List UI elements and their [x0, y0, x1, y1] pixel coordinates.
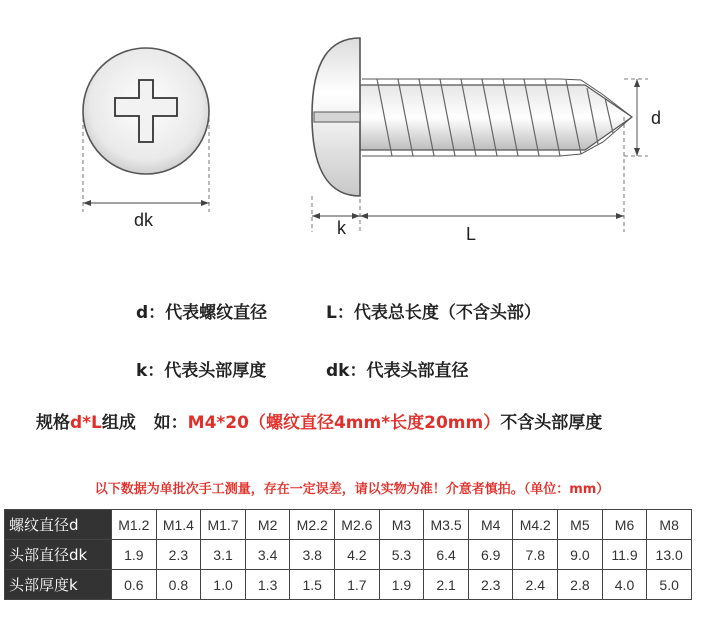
- row-header: 头部直径dk: [5, 540, 112, 570]
- table-cell: M3.5: [424, 510, 469, 540]
- table-cell: 1.9: [112, 540, 157, 570]
- table-cell: 4.2: [335, 540, 380, 570]
- legend-d: d：代表螺纹直径: [136, 303, 268, 323]
- row-header: 头部厚度k: [5, 570, 112, 600]
- table-cell: 5.0: [647, 570, 692, 600]
- spec-example-tail: 不含头部厚度: [500, 413, 603, 433]
- table-cell: 2.1: [424, 570, 469, 600]
- table-cell: 7.8: [513, 540, 558, 570]
- table-cell: 1.3: [245, 570, 290, 600]
- table-cell: 2.3: [468, 570, 513, 600]
- table-row: [5, 570, 692, 600]
- screw-head-top-view: [83, 48, 209, 174]
- table-cell: M3: [379, 510, 424, 540]
- label-k: k: [337, 218, 346, 238]
- table-cell: 5.3: [379, 540, 424, 570]
- screw-diagram: [0, 0, 704, 270]
- legend-L: L：代表总长度（不含头部）: [326, 303, 541, 323]
- table-row: [5, 540, 692, 570]
- spec-formula: d*L: [70, 413, 102, 433]
- table-cell: 9.0: [558, 540, 603, 570]
- table-cell: M2.6: [335, 510, 380, 540]
- table-cell: 4.0: [602, 570, 647, 600]
- table-cell: M2.2: [290, 510, 335, 540]
- measurement-notice: 以下数据为单批次手工测量，存在一定误差，请以实物为准！介意者慎拍。（单位：mm）: [94, 482, 610, 497]
- table-cell: 13.0: [647, 540, 692, 570]
- table-cell: 2.4: [513, 570, 558, 600]
- spec-example: [0, 408, 704, 433]
- table-cell: 1.9: [379, 570, 424, 600]
- table-cell: M4: [468, 510, 513, 540]
- legend-dk: dk：代表头部直径: [326, 361, 469, 381]
- table-cell: 0.8: [156, 570, 201, 600]
- table-cell: 1.7: [335, 570, 380, 600]
- table-row: [5, 510, 692, 540]
- spec-suffix: 组成 如：: [101, 413, 188, 433]
- table-cell: 3.1: [201, 540, 246, 570]
- table-cell: M4.2: [513, 510, 558, 540]
- spec-table: [4, 509, 692, 600]
- table-cell: 2.3: [156, 540, 201, 570]
- table-cell: 1.0: [201, 570, 246, 600]
- table-cell: 1.5: [290, 570, 335, 600]
- table-cell: M1.2: [112, 510, 157, 540]
- legend-k: k：代表头部厚度: [136, 361, 267, 381]
- label-dk: dk: [134, 210, 154, 230]
- spec-example-value: M4*20（螺纹直径4mm*长度20mm）: [187, 413, 501, 433]
- table-cell: M2: [245, 510, 290, 540]
- table-cell: 6.9: [468, 540, 513, 570]
- table-cell: 3.4: [245, 540, 290, 570]
- table-cell: M1.7: [201, 510, 246, 540]
- table-cell: M6: [602, 510, 647, 540]
- spec-prefix: 规格: [36, 413, 70, 433]
- table-cell: 11.9: [602, 540, 647, 570]
- table-cell: M1.4: [156, 510, 201, 540]
- table-cell: 6.4: [424, 540, 469, 570]
- label-d: d: [651, 108, 662, 128]
- table-cell: M8: [647, 510, 692, 540]
- table-cell: 3.8: [290, 540, 335, 570]
- table-cell: 0.6: [112, 570, 157, 600]
- table-cell: 2.8: [558, 570, 603, 600]
- row-header: 螺纹直径d: [5, 510, 112, 540]
- table-cell: M5: [558, 510, 603, 540]
- label-L: L: [466, 224, 477, 244]
